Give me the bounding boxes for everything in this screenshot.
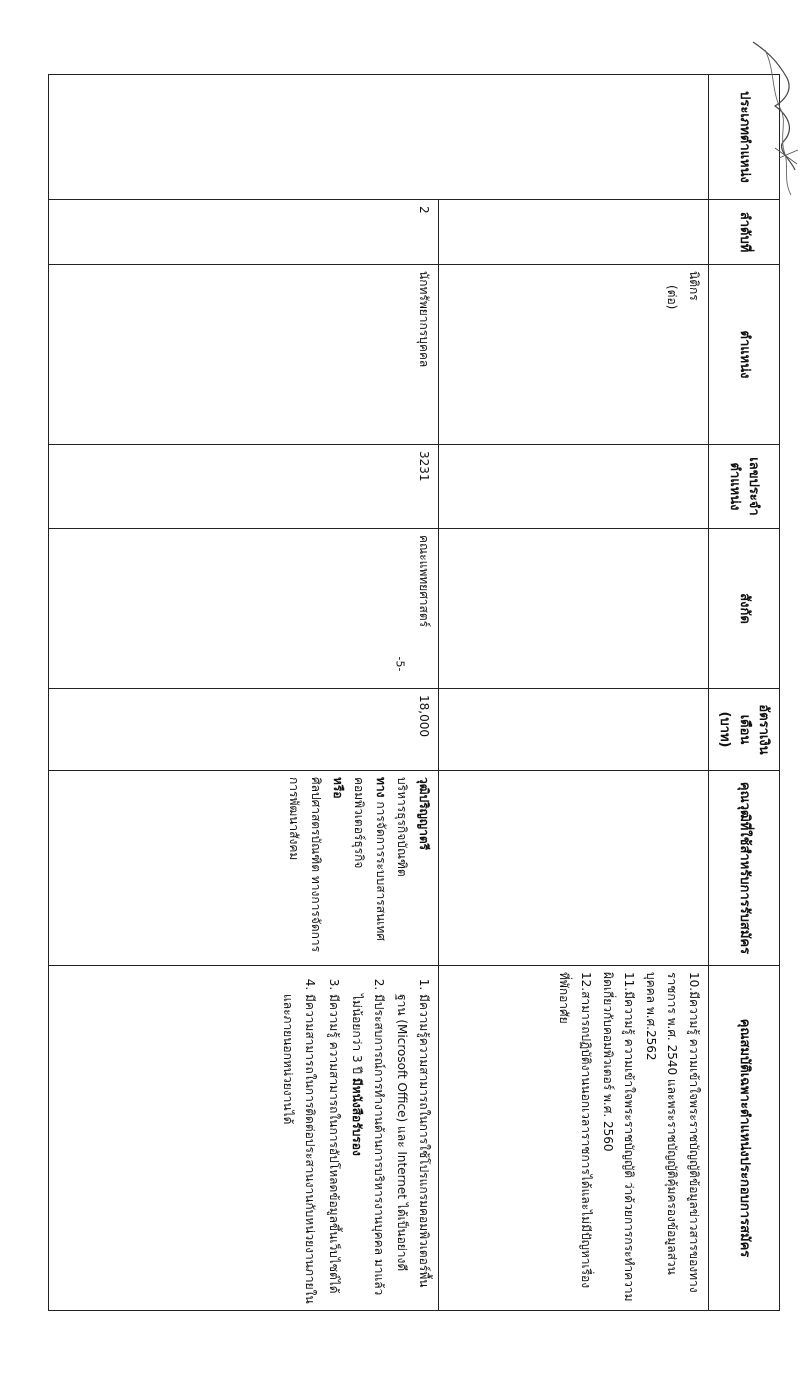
salary-cell [439,689,709,771]
job-qualification-table [48,74,780,1311]
qualification-text: มีความรู้ความสามารถในการใช้โปรแกรมคอมพิวเตอร์พื้นฐาน (Microsoft Office) และ Internet ได้เป็นอย่างดี [395,994,431,1288]
handwritten-signature [735,30,800,205]
table-row-hr-officer [49,75,439,1311]
no-cell: 2 [49,200,439,265]
education-major-text: การจัดการระบบสารสนเทศ คอมพิวเตอร์ธุรกิจ [352,777,388,941]
table-row-legal-officer [439,75,709,1311]
qualification-item: 11.มีความรู้ ความเข้าใจพระราชบัญญัติ ว่าด้วยการกระทำความผิดเกี่ยวกับคอมพิวเตอร์ พ.ศ. 2560 [600,972,637,1302]
department-cell [439,529,709,689]
position-note: (ต่อ) [665,285,680,310]
qualification-list [277,972,434,1304]
education-cell [439,771,709,966]
qualification-item: 10.มีความรู้ ความเข้าใจพระราชบัญญัติข้อมูลข่าวสารของทางราชการ พ.ศ. 2540 และพระราชบัญญัติคุ้มครองข้อมูลส่วนบุคคล พ.ศ.2562 [643,972,701,1293]
qualification-text: มีความรู้ ความสามารถในการอัปโหลดข้อมูลขึ้นเว็บไซต์ได้ [326,994,341,1294]
qualifications-cell [439,966,709,1311]
education-line: บริหารธุรกิจบัณฑิต [395,777,410,877]
education-major-label: ทาง [373,777,388,798]
header-no: ลำดับที่ [709,200,780,265]
header-qualifications: คุณสมบัติเฉพาะตำแหน่งประกอบการสมัคร [709,966,780,1311]
position-no-cell: 3231 [49,445,439,529]
header-row [709,75,780,1311]
header-department: สังกัด [709,529,780,689]
position-cell [439,265,709,445]
qualifications-cell [49,966,439,1311]
qualification-text: มีความสามารถในการติดต่อประสานงานกับหน่วยงานภายในและภายนอกหน่วยงานได้ [281,994,318,1304]
qualification-item: 12.สามารถปฏิบัติงานนอกเวลาราชการได้และไม่มีปัญหาเรื่องที่พักอาศัย [557,972,594,1289]
position-cell: นักทรัพยากรบุคคล [49,265,439,445]
department-cell: คณะแพทยศาสตร์ [49,529,439,689]
header-salary: อัตราเงินเดือน (บาท) [709,689,780,771]
header-education: คุณวุฒิที่ใช้สำหรับการรับสมัคร [709,771,780,966]
education-or: หรือ [330,777,345,799]
qualification-item [391,994,434,1304]
education-heading: วุฒิปริญญาตรี [417,777,431,851]
position-no-cell [439,445,709,529]
header-position: ตำแหน่ง [709,265,780,445]
qualification-item [346,994,389,1304]
qualification-item [277,994,320,1304]
salary-cell: 18,000 [49,689,439,771]
category-cell [49,75,709,200]
education-major [348,777,391,959]
page-number: -5- [393,656,407,672]
qualification-item [322,994,344,1304]
job-qualification-table-rotated [48,74,780,1310]
qualification-bold-text: มีหนังสือรับรอง [350,1077,365,1156]
position-name: นิติกร [687,271,701,301]
header-category: ประเภทตำแหน่ง [709,75,780,200]
qualification-text: มีประสบการณ์การทำงานด้านการบริหารงานบุคคล มาแล้วไม่น้อยกว่า 3 ปี [350,994,386,1296]
header-position-no: เลขประจำตำแหน่ง [709,445,780,529]
education-cell [49,771,439,966]
no-cell [439,200,709,265]
education-line: ศิลปศาสตรบัณฑิต ทางการจัดการการพัฒนาสังคม [287,777,324,953]
